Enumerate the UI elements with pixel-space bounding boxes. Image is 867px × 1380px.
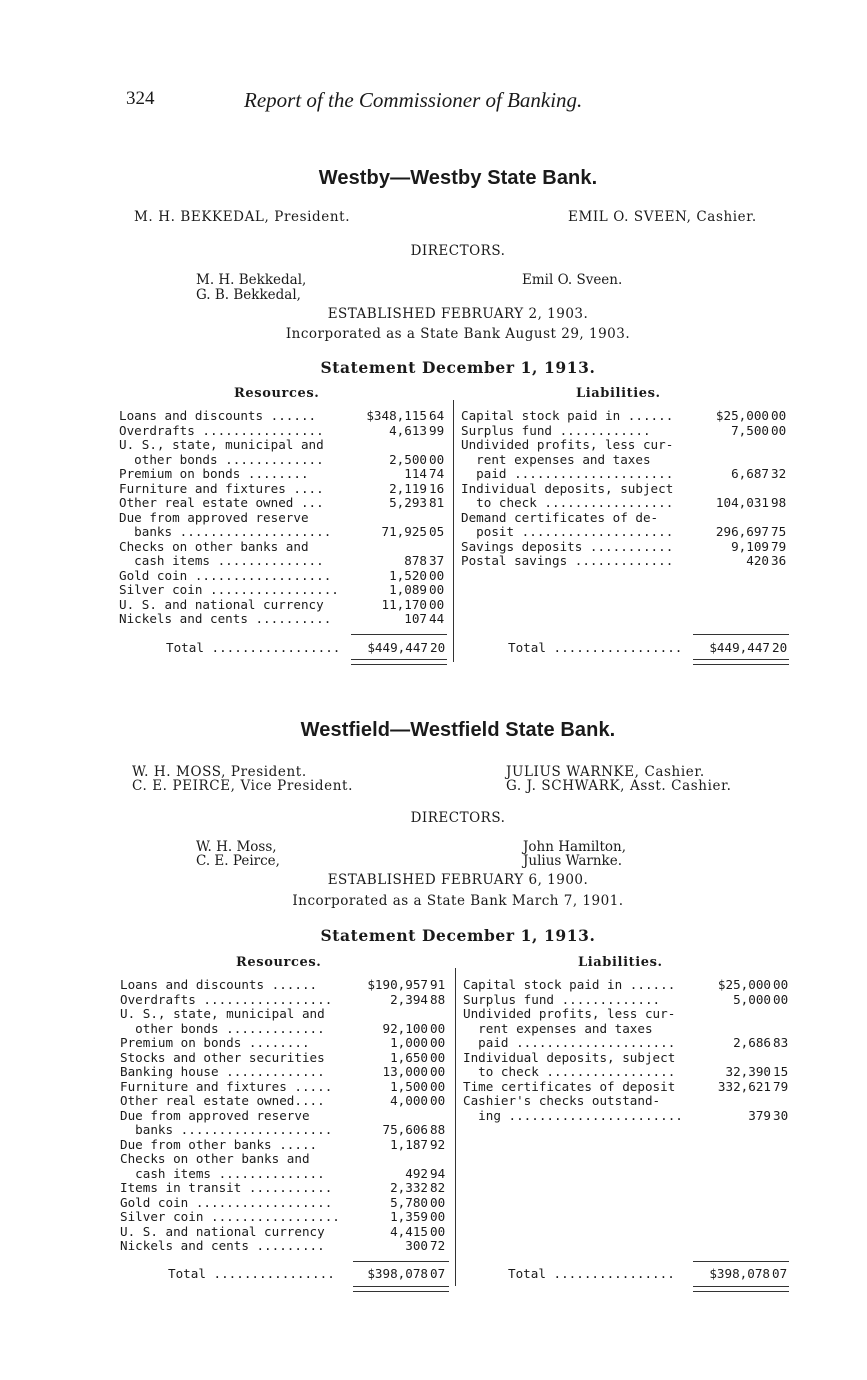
- line-item-label: Loans and discounts ......: [120, 977, 318, 992]
- running-head: [126, 88, 686, 114]
- line-item-cents: 00: [430, 1209, 446, 1224]
- director-name: Emil O. Sveen.: [522, 272, 623, 288]
- line-item-label: Undivided profits, less cur-: [463, 1006, 676, 1021]
- liabilities-list: [463, 977, 795, 1122]
- resource-row: [119, 495, 449, 510]
- line-item-label: Capital stock paid in ......: [463, 977, 676, 992]
- line-item-label: Due from other banks .....: [120, 1136, 318, 1152]
- line-item-label: cash items ..............: [120, 1165, 325, 1181]
- liability-row: [463, 1108, 795, 1123]
- line-item-dollars: 1,650: [390, 1049, 428, 1065]
- sum-rule: [693, 1261, 789, 1262]
- resource-row: [120, 1195, 452, 1210]
- liability-row: [463, 977, 795, 992]
- column-divider: [453, 400, 454, 662]
- line-item-label: Individual deposits, subject: [461, 480, 674, 496]
- resource-row: [120, 1035, 452, 1050]
- total-cents: 07: [430, 1266, 446, 1281]
- line-item-dollars: 6,687: [731, 466, 769, 481]
- total-label: Total ................: [508, 1266, 675, 1281]
- double-rule: [353, 1286, 449, 1292]
- liabilities-total-row: [508, 1266, 793, 1281]
- line-item-cents: 37: [429, 553, 445, 568]
- line-item-label: rent expenses and taxes: [461, 451, 651, 467]
- liability-row: [463, 1021, 795, 1036]
- statement-title: Statement December 1, 1913.: [320, 926, 596, 945]
- line-item-label: Surplus fund .............: [463, 991, 661, 1007]
- total-dollars: $398,078: [709, 1266, 770, 1281]
- total-dollars: $449,447: [367, 640, 428, 655]
- double-rule: [693, 659, 789, 665]
- liability-row: [463, 1035, 795, 1050]
- line-item-label: U. S., state, municipal and: [119, 437, 324, 452]
- resource-row: [120, 1209, 452, 1224]
- line-item-dollars: 9,109: [731, 538, 769, 554]
- line-item-label: to check .................: [463, 1064, 676, 1079]
- line-item-cents: 44: [429, 611, 445, 626]
- line-item-cents: 00: [430, 1093, 446, 1108]
- liability-row: [463, 1064, 795, 1079]
- resource-row: [120, 1166, 452, 1181]
- president-name: W. H. MOSS, President.: [132, 764, 307, 780]
- line-item-dollars: 2,500: [389, 451, 427, 467]
- line-item-label: Premium on bonds ........: [120, 1035, 310, 1050]
- established-line: ESTABLISHED FEBRUARY 6, 1900.: [327, 872, 589, 888]
- line-item-cents: 88: [430, 1122, 446, 1137]
- line-item-label: Loans and discounts ......: [119, 408, 317, 423]
- total-cents: 20: [772, 640, 788, 655]
- line-item-dollars: $25,000: [715, 408, 769, 423]
- line-item-label: Checks on other banks and: [120, 1151, 310, 1166]
- line-item-cents: 00: [429, 582, 445, 597]
- liabilities-total-row: [508, 640, 793, 655]
- line-item-cents: 00: [430, 1035, 446, 1050]
- line-item-label: posit ....................: [461, 524, 674, 539]
- line-item-dollars: 1,187: [390, 1136, 428, 1152]
- line-item-label: Surplus fund ............: [461, 422, 651, 438]
- line-item-dollars: 92,100: [382, 1020, 428, 1036]
- sum-rule: [351, 634, 447, 635]
- line-item-dollars: $190,957: [367, 977, 428, 992]
- line-item-dollars: 1,359: [390, 1209, 428, 1224]
- liability-row: [463, 1079, 795, 1094]
- line-item-label: Demand certificates of de-: [461, 509, 659, 525]
- resources-heading: Resources.: [234, 386, 320, 401]
- resource-row: [120, 1180, 452, 1195]
- line-item-label: Other real estate owned....: [120, 1093, 325, 1108]
- line-item-label: banks ....................: [120, 1122, 333, 1137]
- line-item-label: Capital stock paid in ......: [461, 408, 674, 423]
- liability-row: [461, 423, 791, 438]
- line-item-label: Overdrafts ................: [119, 422, 324, 438]
- line-item-dollars: 114: [404, 466, 427, 481]
- resource-row: [120, 1064, 452, 1079]
- line-item-dollars: $348,115: [366, 408, 427, 423]
- liability-row: [461, 408, 791, 423]
- line-item-label: Furniture and fixtures ....: [119, 480, 324, 496]
- line-item-cents: 00: [429, 451, 445, 467]
- line-item-cents: 79: [771, 538, 787, 554]
- resource-row: [120, 1137, 452, 1152]
- line-item-cents: 00: [430, 1078, 446, 1094]
- column-divider: [455, 968, 456, 1286]
- line-item-dollars: 1,500: [390, 1078, 428, 1094]
- resources-heading: Resources.: [236, 955, 322, 970]
- line-item-label: Items in transit ...........: [120, 1180, 333, 1195]
- line-item-label: to check .................: [461, 495, 674, 510]
- line-item-cents: 30: [773, 1107, 789, 1123]
- sum-rule: [353, 1261, 449, 1262]
- line-item-dollars: 5,000: [733, 991, 771, 1007]
- line-item-label: Individual deposits, subject: [463, 1049, 676, 1065]
- line-item-dollars: 11,170: [381, 596, 427, 612]
- liability-row: [461, 495, 791, 510]
- line-item-dollars: 71,925: [381, 524, 427, 539]
- resource-row: [119, 423, 449, 438]
- line-item-cents: 00: [430, 1064, 446, 1079]
- line-item-cents: 32: [771, 466, 787, 481]
- line-item-cents: 00: [773, 977, 789, 992]
- resource-row: [119, 597, 449, 612]
- president-name: M. H. BEKKEDAL, President.: [134, 209, 351, 225]
- line-item-dollars: 379: [748, 1107, 771, 1123]
- liability-row: [463, 992, 795, 1007]
- line-item-dollars: 878: [404, 553, 427, 568]
- line-item-label: Stocks and other securities: [120, 1049, 325, 1065]
- line-item-cents: 00: [430, 1020, 446, 1036]
- resource-row: [119, 452, 449, 467]
- resource-row: [120, 1021, 452, 1036]
- line-item-label: cash items ..............: [119, 553, 324, 568]
- resource-row: [120, 1151, 452, 1166]
- line-item-label: Postal savings .............: [461, 553, 674, 568]
- director-name: M. H. Bekkedal,: [196, 272, 307, 288]
- line-item-dollars: 7,500: [731, 422, 769, 438]
- line-item-dollars: 107: [404, 611, 427, 626]
- line-item-cents: 16: [429, 480, 445, 496]
- line-item-cents: 64: [429, 408, 445, 423]
- line-item-dollars: 2,394: [390, 991, 428, 1007]
- director-name: C. E. Peirce,: [196, 853, 280, 869]
- line-item-label: Other real estate owned ...: [119, 495, 324, 510]
- line-item-label: Banking house .............: [120, 1064, 325, 1079]
- line-item-cents: 91: [430, 977, 446, 992]
- director-name: G. B. Bekkedal,: [196, 287, 301, 303]
- line-item-dollars: 1,520: [389, 567, 427, 583]
- line-item-cents: 81: [429, 495, 445, 510]
- line-item-label: banks ....................: [119, 524, 332, 539]
- resources-total-row: [166, 640, 451, 655]
- liability-row: [463, 1093, 795, 1108]
- line-item-dollars: 32,390: [725, 1064, 771, 1079]
- director-name: W. H. Moss,: [196, 839, 277, 855]
- line-item-cents: 00: [429, 596, 445, 612]
- cashier-name: EMIL O. SVEEN, Cashier.: [568, 209, 757, 225]
- line-item-cents: 75: [771, 524, 787, 539]
- line-item-cents: 94: [430, 1165, 446, 1181]
- line-item-label: U. S. and national currency: [120, 1223, 325, 1239]
- resource-row: [119, 408, 449, 423]
- resource-row: [119, 539, 449, 554]
- line-item-label: rent expenses and taxes: [463, 1020, 653, 1036]
- asst-cashier-name: G. J. SCHWARK, Asst. Cashier.: [506, 778, 732, 794]
- liability-row: [461, 466, 791, 481]
- director-name: Julius Warnke.: [523, 853, 623, 869]
- line-item-dollars: 5,293: [389, 495, 427, 510]
- line-item-dollars: 420: [746, 553, 769, 568]
- total-cents: 07: [772, 1266, 788, 1281]
- resource-row: [120, 1093, 452, 1108]
- line-item-label: Nickels and cents .........: [120, 1238, 325, 1253]
- vice-president-name: C. E. PEIRCE, Vice President.: [132, 778, 353, 794]
- line-item-cents: 00: [773, 991, 789, 1007]
- line-item-label: Gold coin ..................: [119, 567, 332, 583]
- line-item-label: ing .......................: [463, 1107, 683, 1123]
- line-item-cents: 00: [771, 422, 787, 438]
- line-item-label: Overdrafts .................: [120, 991, 333, 1007]
- line-item-dollars: 75,606: [382, 1122, 428, 1137]
- line-item-cents: 99: [429, 422, 445, 438]
- resource-row: [120, 1224, 452, 1239]
- bank-title: Westby—Westby State Bank.: [318, 167, 598, 189]
- line-item-cents: 88: [430, 991, 446, 1007]
- resource-row: [119, 437, 449, 452]
- line-item-label: Undivided profits, less cur-: [461, 437, 674, 452]
- line-item-dollars: 104,031: [715, 495, 769, 510]
- resource-row: [120, 1238, 452, 1253]
- line-item-cents: 00: [430, 1194, 446, 1210]
- liabilities-list: [461, 408, 791, 568]
- liability-row: [463, 1006, 795, 1021]
- line-item-dollars: 13,000: [382, 1064, 428, 1079]
- line-item-label: other bonds .............: [119, 451, 324, 467]
- line-item-dollars: 1,089: [389, 582, 427, 597]
- liability-row: [461, 481, 791, 496]
- line-item-cents: 00: [430, 1049, 446, 1065]
- line-item-cents: 05: [429, 524, 445, 539]
- liability-row: [461, 539, 791, 554]
- resource-row: [120, 1079, 452, 1094]
- incorporated-line: Incorporated as a State Bank March 7, 1901.: [292, 893, 624, 909]
- double-rule: [693, 1286, 789, 1292]
- total-label: Total ................: [168, 1266, 335, 1281]
- resource-row: [119, 611, 449, 626]
- line-item-dollars: 300: [405, 1238, 428, 1253]
- line-item-label: paid .....................: [463, 1035, 676, 1050]
- liabilities-heading: Liabilities.: [578, 955, 663, 970]
- line-item-label: Gold coin ..................: [120, 1194, 333, 1210]
- page-number: 324: [126, 88, 155, 109]
- director-name: John Hamilton,: [523, 839, 627, 855]
- resources-list: [120, 977, 452, 1253]
- line-item-cents: 74: [429, 466, 445, 481]
- total-dollars: $449,447: [709, 640, 770, 655]
- resources-list: [119, 408, 449, 626]
- line-item-cents: 00: [429, 567, 445, 583]
- line-item-dollars: 4,613: [389, 422, 427, 438]
- resource-row: [119, 481, 449, 496]
- report-title: Report of the Commissioner of Banking.: [244, 88, 583, 112]
- line-item-cents: 92: [430, 1136, 446, 1152]
- directors-heading: DIRECTORS.: [410, 243, 506, 259]
- liability-row: [461, 437, 791, 452]
- incorporated-line: Incorporated as a State Bank August 29, 1903.: [285, 326, 631, 342]
- resource-row: [120, 1122, 452, 1137]
- line-item-dollars: 492: [405, 1165, 428, 1181]
- line-item-label: Checks on other banks and: [119, 538, 309, 554]
- line-item-label: Silver coin .................: [119, 582, 339, 597]
- line-item-cents: 82: [430, 1180, 446, 1195]
- liability-row: [463, 1050, 795, 1065]
- line-item-label: Cashier's checks outstand-: [463, 1093, 661, 1108]
- liability-row: [461, 510, 791, 525]
- line-item-label: U. S. and national currency: [119, 596, 324, 612]
- line-item-dollars: 2,332: [390, 1180, 428, 1195]
- line-item-cents: 15: [773, 1064, 789, 1079]
- resource-row: [119, 553, 449, 568]
- resource-row: [120, 992, 452, 1007]
- line-item-cents: 79: [773, 1078, 789, 1094]
- line-item-label: Nickels and cents ..........: [119, 611, 332, 626]
- line-item-label: Premium on bonds ........: [119, 466, 309, 481]
- resource-row: [119, 510, 449, 525]
- line-item-label: Due from approved reserve: [119, 509, 309, 525]
- line-item-dollars: 296,697: [715, 524, 769, 539]
- resource-row: [119, 568, 449, 583]
- line-item-label: paid .....................: [461, 466, 674, 481]
- double-rule: [351, 659, 447, 665]
- resource-row: [119, 582, 449, 597]
- line-item-dollars: 1,000: [390, 1035, 428, 1050]
- resource-row: [120, 1108, 452, 1123]
- line-item-label: other bonds .............: [120, 1020, 325, 1036]
- line-item-dollars: 4,000: [390, 1093, 428, 1108]
- resource-row: [119, 466, 449, 481]
- total-label: Total .................: [508, 640, 683, 655]
- line-item-label: Due from approved reserve: [120, 1107, 310, 1123]
- line-item-dollars: 4,415: [390, 1223, 428, 1239]
- established-line: ESTABLISHED FEBRUARY 2, 1903.: [327, 306, 589, 322]
- total-cents: 20: [430, 640, 446, 655]
- line-item-label: U. S., state, municipal and: [120, 1006, 325, 1021]
- line-item-cents: 36: [771, 553, 787, 568]
- line-item-cents: 83: [773, 1035, 789, 1050]
- line-item-dollars: 2,686: [733, 1035, 771, 1050]
- line-item-label: Time certificates of deposit: [463, 1078, 676, 1094]
- sum-rule: [693, 634, 789, 635]
- line-item-label: Silver coin .................: [120, 1209, 340, 1224]
- liabilities-heading: Liabilities.: [576, 386, 661, 401]
- line-item-cents: 72: [430, 1238, 446, 1253]
- line-item-label: Savings deposits ...........: [461, 538, 674, 554]
- line-item-cents: 00: [771, 408, 787, 423]
- line-item-dollars: 332,621: [717, 1078, 771, 1094]
- line-item-label: Furniture and fixtures .....: [120, 1078, 333, 1094]
- total-label: Total .................: [166, 640, 341, 655]
- resource-row: [120, 1050, 452, 1065]
- line-item-cents: 98: [771, 495, 787, 510]
- resources-total-row: [168, 1266, 453, 1281]
- cashier-name: JULIUS WARNKE, Cashier.: [506, 764, 705, 780]
- total-dollars: $398,078: [367, 1266, 428, 1281]
- line-item-dollars: $25,000: [717, 977, 771, 992]
- directors-heading: DIRECTORS.: [410, 810, 506, 826]
- resource-row: [120, 977, 452, 992]
- statement-title: Statement December 1, 1913.: [320, 358, 596, 377]
- line-item-dollars: 5,780: [390, 1194, 428, 1210]
- liability-row: [461, 553, 791, 568]
- liability-row: [461, 452, 791, 467]
- resource-row: [119, 524, 449, 539]
- liability-row: [461, 524, 791, 539]
- resource-row: [120, 1006, 452, 1021]
- line-item-dollars: 2,119: [389, 480, 427, 496]
- line-item-cents: 00: [430, 1223, 446, 1239]
- bank-title: Westfield—Westfield State Bank.: [300, 719, 616, 741]
